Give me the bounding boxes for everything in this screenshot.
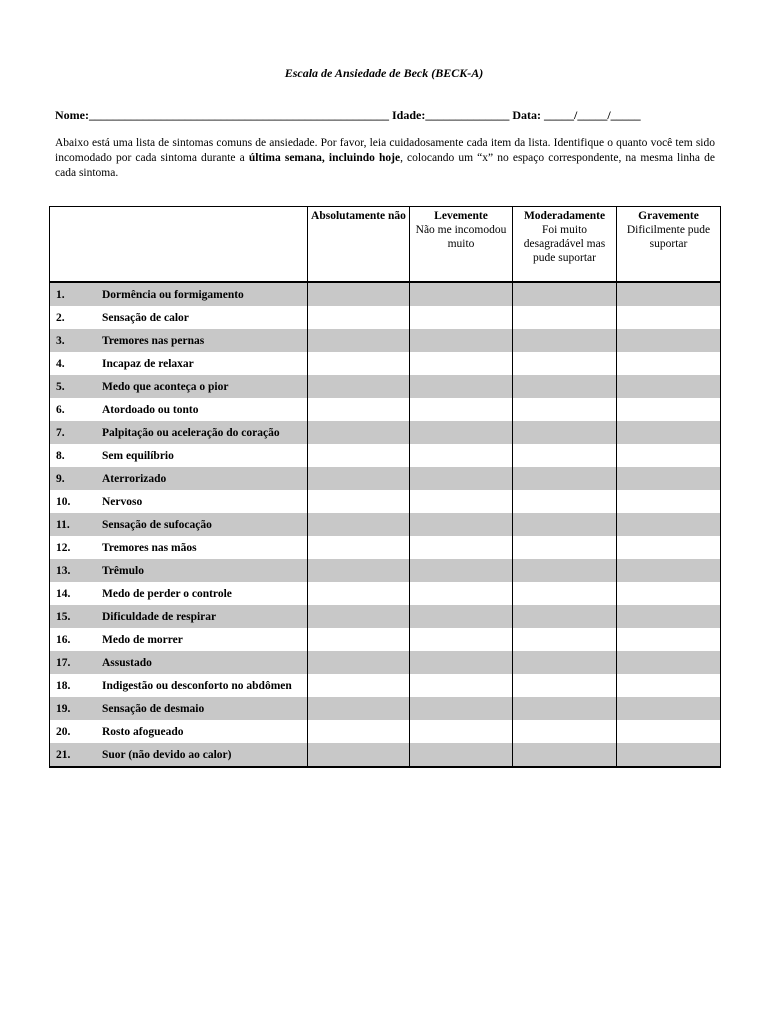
table-row — [50, 421, 721, 444]
symptom-cell — [50, 720, 308, 743]
response-cell[interactable] — [513, 329, 617, 352]
symptom-cell — [50, 743, 308, 767]
response-cell[interactable] — [513, 444, 617, 467]
table-row — [50, 559, 721, 582]
response-cell[interactable] — [513, 605, 617, 628]
response-cell[interactable] — [410, 375, 513, 398]
response-cell[interactable] — [410, 329, 513, 352]
symptom-cell — [50, 467, 308, 490]
response-cell[interactable] — [617, 375, 721, 398]
response-cell[interactable] — [513, 306, 617, 329]
table-row — [50, 674, 721, 697]
item-number: 10. — [56, 495, 71, 508]
symptom-label: Sensação de sufocação — [102, 518, 212, 531]
symptom-cell — [50, 421, 308, 444]
response-cell[interactable] — [410, 536, 513, 559]
response-cell[interactable] — [513, 282, 617, 306]
symptom-cell — [50, 282, 308, 306]
table-row — [50, 743, 721, 767]
response-cell[interactable] — [513, 536, 617, 559]
symptom-label: Tremores nas pernas — [102, 334, 205, 347]
response-cell[interactable] — [410, 352, 513, 375]
response-cell[interactable] — [513, 513, 617, 536]
symptom-cell — [50, 490, 308, 513]
response-cell[interactable] — [617, 306, 721, 329]
symptom-label: Medo de perder o controle — [102, 587, 232, 600]
table-row — [50, 444, 721, 467]
symptom-table — [49, 206, 721, 768]
symptom-label: Palpitação ou aceleração do coração — [102, 426, 280, 439]
symptom-cell — [50, 628, 308, 651]
response-cell[interactable] — [308, 559, 410, 582]
symptom-cell — [50, 605, 308, 628]
response-cell[interactable] — [513, 398, 617, 421]
patient-fields-line[interactable]: Nome:__________________________________________________ Idade:______________ Data: _____/_____/_____ — [55, 108, 641, 122]
response-cell[interactable] — [513, 720, 617, 743]
response-cell[interactable] — [513, 375, 617, 398]
response-cell[interactable] — [410, 674, 513, 697]
table-row — [50, 651, 721, 674]
instructions-paragraph — [55, 136, 715, 181]
response-cell[interactable] — [617, 282, 721, 306]
response-cell[interactable] — [513, 651, 617, 674]
response-cell[interactable] — [410, 282, 513, 306]
response-cell[interactable] — [513, 628, 617, 651]
symptom-label: Sensação de calor — [102, 311, 189, 324]
response-cell[interactable] — [410, 490, 513, 513]
response-cell[interactable] — [513, 467, 617, 490]
header-col-absolutamente — [308, 207, 410, 283]
response-cell[interactable] — [513, 490, 617, 513]
response-cell[interactable] — [617, 513, 721, 536]
symptom-label: Nervoso — [102, 495, 143, 508]
response-cell[interactable] — [308, 536, 410, 559]
item-number: 12. — [56, 541, 71, 554]
response-cell[interactable] — [617, 628, 721, 651]
table-row — [50, 490, 721, 513]
document-title: Escala de Ansiedade de Beck (BECK-A) — [284, 66, 484, 80]
symptom-cell — [50, 674, 308, 697]
table-row — [50, 375, 721, 398]
table-row — [50, 720, 721, 743]
response-cell[interactable] — [410, 605, 513, 628]
symptom-label: Tremores nas mãos — [102, 541, 197, 554]
table-row — [50, 605, 721, 628]
response-cell[interactable] — [617, 720, 721, 743]
response-cell[interactable] — [410, 513, 513, 536]
header-heading: Absolutamente não — [311, 210, 406, 222]
header-heading: Moderadamente — [523, 210, 606, 222]
response-cell[interactable] — [617, 674, 721, 697]
response-cell[interactable] — [410, 559, 513, 582]
response-cell[interactable] — [308, 306, 410, 329]
response-cell[interactable] — [308, 375, 410, 398]
response-cell[interactable] — [308, 467, 410, 490]
response-cell[interactable] — [410, 651, 513, 674]
symptom-label: Sem equilíbrio — [102, 449, 174, 462]
table-row — [50, 536, 721, 559]
table-row — [50, 467, 721, 490]
response-cell[interactable] — [617, 398, 721, 421]
item-number: 5. — [56, 380, 65, 393]
response-cell[interactable] — [410, 720, 513, 743]
instructions-text-2: , colocando um “x” no espaço correspondente, na mesma linha de cada sintoma. — [55, 152, 715, 179]
response-cell[interactable] — [617, 743, 721, 767]
symptom-label: Trêmulo — [102, 564, 144, 577]
response-cell[interactable] — [308, 490, 410, 513]
symptom-label: Medo de morrer — [102, 633, 183, 646]
symptom-cell — [50, 513, 308, 536]
table-row — [50, 282, 721, 306]
response-cell[interactable] — [513, 582, 617, 605]
response-cell[interactable] — [308, 743, 410, 767]
response-cell[interactable] — [308, 398, 410, 421]
symptom-label: Aterrorizado — [102, 472, 167, 485]
item-number: 7. — [56, 426, 65, 439]
item-number: 15. — [56, 610, 71, 623]
symptom-label: Dificuldade de respirar — [102, 610, 217, 623]
header-heading: Levemente — [434, 210, 488, 222]
response-cell[interactable] — [308, 651, 410, 674]
symptom-label: Assustado — [102, 656, 152, 669]
response-cell[interactable] — [308, 628, 410, 651]
symptom-label: Suor (não devido ao calor) — [102, 748, 232, 761]
response-cell[interactable] — [410, 697, 513, 720]
symptom-cell — [50, 375, 308, 398]
table-row — [50, 398, 721, 421]
header-subtext: Dificilmente pude suportar — [626, 224, 711, 250]
response-cell[interactable] — [513, 743, 617, 767]
response-cell[interactable] — [308, 582, 410, 605]
header-symptom-column — [50, 207, 308, 283]
item-number: 11. — [56, 518, 70, 531]
response-cell[interactable] — [410, 582, 513, 605]
symptom-cell — [50, 352, 308, 375]
symptom-label: Rosto afogueado — [102, 725, 184, 738]
response-cell[interactable] — [308, 352, 410, 375]
item-number: 21. — [56, 748, 71, 761]
symptom-label: Incapaz de relaxar — [102, 357, 194, 370]
item-number: 13. — [56, 564, 71, 577]
response-cell[interactable] — [308, 605, 410, 628]
symptom-cell — [50, 398, 308, 421]
symptom-cell — [50, 651, 308, 674]
item-number: 3. — [56, 334, 65, 347]
instructions-text-1: Abaixo está uma lista de sintomas comuns de ansiedade. Por favor, leia cuidadosamente cada item da lista. Identifique o quanto você tem sido incomodado por cada sintoma durante a — [55, 137, 715, 164]
symptom-label: Dormência ou formigamento — [102, 288, 244, 301]
response-cell[interactable] — [308, 720, 410, 743]
response-cell[interactable] — [617, 697, 721, 720]
symptom-cell — [50, 559, 308, 582]
response-cell[interactable] — [308, 674, 410, 697]
response-cell[interactable] — [617, 559, 721, 582]
response-cell[interactable] — [308, 444, 410, 467]
item-number: 19. — [56, 702, 71, 715]
table-row — [50, 306, 721, 329]
response-cell[interactable] — [410, 444, 513, 467]
symptom-cell — [50, 444, 308, 467]
symptom-cell — [50, 329, 308, 352]
item-number: 17. — [56, 656, 71, 669]
symptom-label: Medo que aconteça o pior — [102, 380, 229, 393]
item-number: 18. — [56, 679, 71, 692]
item-number: 9. — [56, 472, 65, 485]
response-cell[interactable] — [617, 651, 721, 674]
table-row — [50, 582, 721, 605]
header-subtext: Não me incomodou muito — [415, 224, 507, 250]
response-cell[interactable] — [308, 513, 410, 536]
symptom-cell — [50, 306, 308, 329]
response-cell[interactable] — [513, 421, 617, 444]
item-number: 14. — [56, 587, 71, 600]
response-cell[interactable] — [410, 398, 513, 421]
header-col-moderadamente — [513, 207, 617, 283]
table-row — [50, 697, 721, 720]
response-cell[interactable] — [617, 536, 721, 559]
header-subtext: Foi muito desagradável mas pude suportar — [523, 224, 606, 264]
item-number: 6. — [56, 403, 65, 416]
symptom-rows — [50, 282, 721, 767]
response-cell[interactable] — [617, 329, 721, 352]
instructions-bold-text: última semana, incluindo hoje — [248, 152, 401, 164]
response-cell[interactable] — [513, 352, 617, 375]
header-col-gravemente — [617, 207, 721, 283]
symptom-cell — [50, 536, 308, 559]
item-number: 20. — [56, 725, 71, 738]
response-cell[interactable] — [308, 329, 410, 352]
response-cell[interactable] — [308, 282, 410, 306]
item-number: 1. — [56, 288, 65, 301]
table-row — [50, 329, 721, 352]
response-cell[interactable] — [617, 444, 721, 467]
response-cell[interactable] — [410, 628, 513, 651]
item-number: 16. — [56, 633, 71, 646]
response-cell[interactable] — [617, 467, 721, 490]
item-number: 2. — [56, 311, 65, 324]
response-cell[interactable] — [617, 352, 721, 375]
header-heading: Gravemente — [638, 210, 699, 222]
response-cell[interactable] — [513, 674, 617, 697]
table-header-row — [50, 207, 721, 283]
response-cell[interactable] — [513, 697, 617, 720]
response-cell[interactable] — [410, 743, 513, 767]
header-col-levemente — [410, 207, 513, 283]
response-cell[interactable] — [410, 421, 513, 444]
symptom-label: Sensação de desmaio — [102, 702, 205, 715]
symptom-label: Indigestão ou desconforto no abdômen — [102, 679, 292, 692]
response-cell[interactable] — [308, 697, 410, 720]
symptom-cell — [50, 582, 308, 605]
response-cell[interactable] — [513, 559, 617, 582]
response-cell[interactable] — [617, 582, 721, 605]
response-cell[interactable] — [410, 467, 513, 490]
symptom-cell — [50, 697, 308, 720]
response-cell[interactable] — [617, 490, 721, 513]
item-number: 8. — [56, 449, 65, 462]
table-row — [50, 352, 721, 375]
symptom-label: Atordoado ou tonto — [102, 403, 199, 416]
response-cell[interactable] — [617, 605, 721, 628]
response-cell[interactable] — [410, 306, 513, 329]
table-row — [50, 628, 721, 651]
item-number: 4. — [56, 357, 65, 370]
response-cell[interactable] — [617, 421, 721, 444]
table-row — [50, 513, 721, 536]
response-cell[interactable] — [308, 421, 410, 444]
